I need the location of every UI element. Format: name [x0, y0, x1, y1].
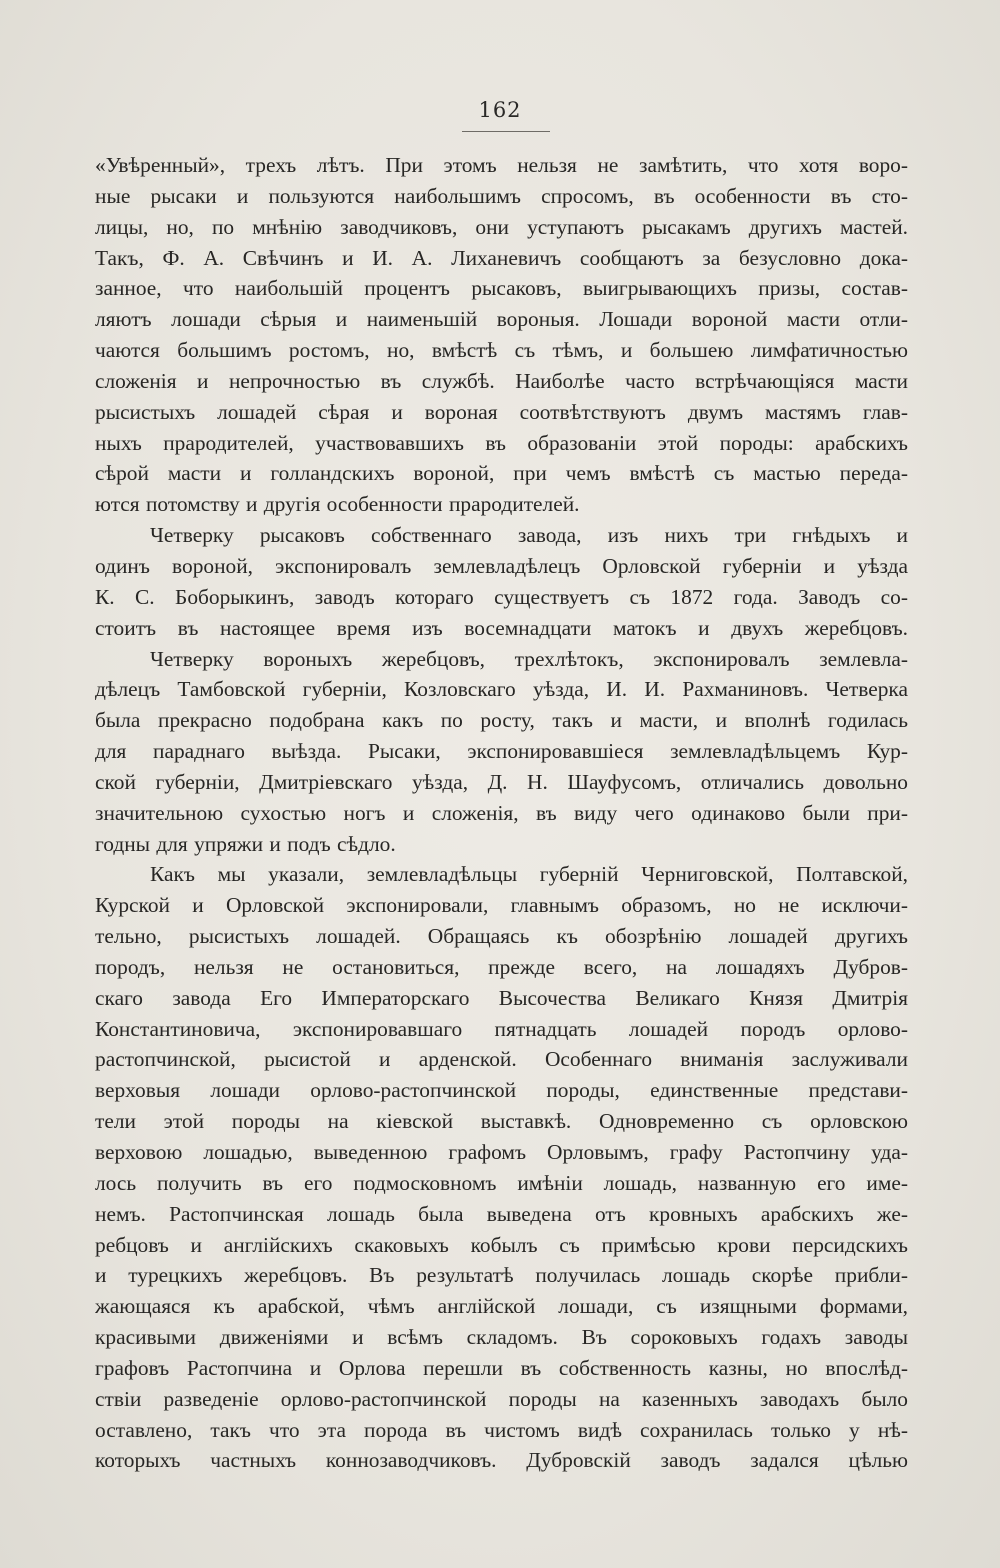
page-number: 162	[478, 98, 522, 122]
text-line: дѣлецъ Тамбовской губерніи, Козловскаго уѣзда, И. И. Рахманиновъ. Четверка	[95, 677, 908, 702]
body-text	[95, 150, 908, 1476]
text-line: растопчинской, рысистой и арденской. Особеннаго вниманія заслуживали	[95, 1047, 908, 1072]
text-line: для параднаго выѣзда. Рысаки, экспонировавшіеся землевладѣльцемъ Кур-	[95, 739, 908, 764]
text-line: ныхъ прародителей, участвовавшихъ въ образованіи этой породы: арабскихъ	[95, 430, 908, 455]
text-line: ствіи разведеніе орлово-растопчинской породы на казенныхъ заводахъ было	[95, 1386, 908, 1411]
text-line: красивыми движеніями и всѣмъ складомъ. Въ сороковыхъ годахъ заводы	[95, 1325, 908, 1350]
text-line: годны для упряжи и подъ сѣдло.	[95, 831, 396, 856]
text-line: которыхъ частныхъ коннозаводчиковъ. Дубровскій заводъ задался цѣлью	[95, 1448, 908, 1473]
text-line: ются потомству и другія особенности прародителей.	[95, 492, 580, 517]
text-line: сложенія и непрочностью въ службѣ. Наиболѣе часто встрѣчающіяся масти	[95, 368, 908, 393]
text-line: оставлено, такъ что эта порода въ чистомъ видѣ сохранилась только у нѣ-	[95, 1417, 908, 1442]
text-line: жающаяся къ арабской, чѣмъ англійской лошади, съ изящными формами,	[95, 1294, 908, 1319]
text-line: верховою лошадью, выведенною графомъ Орловымъ, графу Растопчину уда-	[95, 1140, 908, 1164]
text-line: Константиновича, экспонировавшаго пятнадцать лошадей породъ орлово-	[95, 1016, 908, 1041]
text-line: занное, что наибольшій процентъ рысаковъ, выигрывающихъ призы, состав-	[95, 276, 908, 301]
text-line: и турецкихъ жеребцовъ. Въ результатѣ получилась лошадь скорѣе прибли-	[95, 1263, 908, 1288]
text-line: скаго завода Его Императорскаго Высочества Великаго Князя Дмитрія	[95, 985, 908, 1010]
text-line: стоитъ въ настоящее время изъ восемнадцати матокъ и двухъ жеребцовъ.	[95, 615, 908, 640]
text-line: тели этой породы на кіевской выставкѣ. Одновременно съ орловскою	[95, 1109, 908, 1134]
text-line: графовъ Растопчина и Орлова перешли въ собственность казны, но впослѣд-	[95, 1355, 908, 1380]
text-line: ребцовъ и англійскихъ скаковыхъ кобылъ съ примѣсью крови персидскихъ	[95, 1232, 908, 1257]
text-line: немъ. Растопчинская лошадь была выведена отъ кровныхъ арабскихъ же-	[95, 1201, 908, 1226]
text-line: лось получить въ его подмосковномъ имѣніи лошадь, названную его име-	[95, 1170, 908, 1195]
text-line: значительною сухостью ногъ и сложенія, въ виду чего одинаково были при-	[95, 800, 908, 825]
text-line: ные рысаки и пользуются наибольшимъ спросомъ, въ особенности въ сто-	[95, 183, 908, 208]
text-line: одинъ вороной, экспонировалъ землевладѣлецъ Орловской губерніи и уѣзда	[95, 553, 908, 578]
header-rule	[462, 131, 550, 132]
text-line: сѣрой масти и голландскихъ вороной, при чемъ вмѣстѣ съ мастью переда-	[95, 461, 908, 486]
text-line: Курской и Орловской экспонировали, главнымъ образомъ, но не исключи-	[95, 893, 908, 918]
text-line: верховыя лошади орлово-растопчинской породы, единственные представи-	[95, 1078, 908, 1103]
text-line: была прекрасно подобрана какъ по росту, такъ и масти, и вполнѣ годилась	[95, 708, 908, 733]
text-line: К. С. Боборыкинъ, заводъ котораго существуетъ съ 1872 года. Заводъ со-	[95, 584, 908, 609]
text-line: Какъ мы указали, землевладѣльцы губерній Черниговской, Полтавской,	[150, 862, 908, 887]
text-line: ляютъ лошади сѣрыя и наименьшій вороныя. Лошади вороной масти отли-	[95, 307, 908, 332]
text-line: Четверку рысаковъ собственнаго завода, изъ нихъ три гнѣдыхъ и	[150, 523, 908, 548]
text-line: «Увѣренный», трехъ лѣтъ. При этомъ нельзя не замѣтить, что хотя воро-	[95, 153, 908, 177]
text-line: Четверку вороныхъ жеребцовъ, трехлѣтокъ, экспонировалъ землевла-	[150, 646, 908, 671]
text-line: лицы, но, по мнѣнію заводчиковъ, они уступаютъ рысакамъ другихъ мастей.	[95, 214, 908, 239]
text-line: породъ, нельзя не остановиться, прежде всего, на лошадяхъ Дубров-	[95, 954, 908, 979]
text-line: тельно, рысистыхъ лошадей. Обращаясь къ обозрѣнію лошадей другихъ	[95, 924, 908, 949]
text-line: ской губерніи, Дмитріевскаго уѣзда, Д. Н. Шауфусомъ, отличались довольно	[95, 769, 908, 794]
text-line: рысистыхъ лошадей сѣрая и вороная соотвѣтствуютъ двумъ мастямъ глав-	[95, 399, 908, 424]
text-line: чаются большимъ ростомъ, но, вмѣстѣ съ тѣмъ, и большею лимфатичностью	[95, 338, 908, 363]
text-line: Такъ, Ф. А. Свѣчинъ и И. А. Лиханевичъ сообщаютъ за безусловно дока-	[95, 245, 908, 270]
